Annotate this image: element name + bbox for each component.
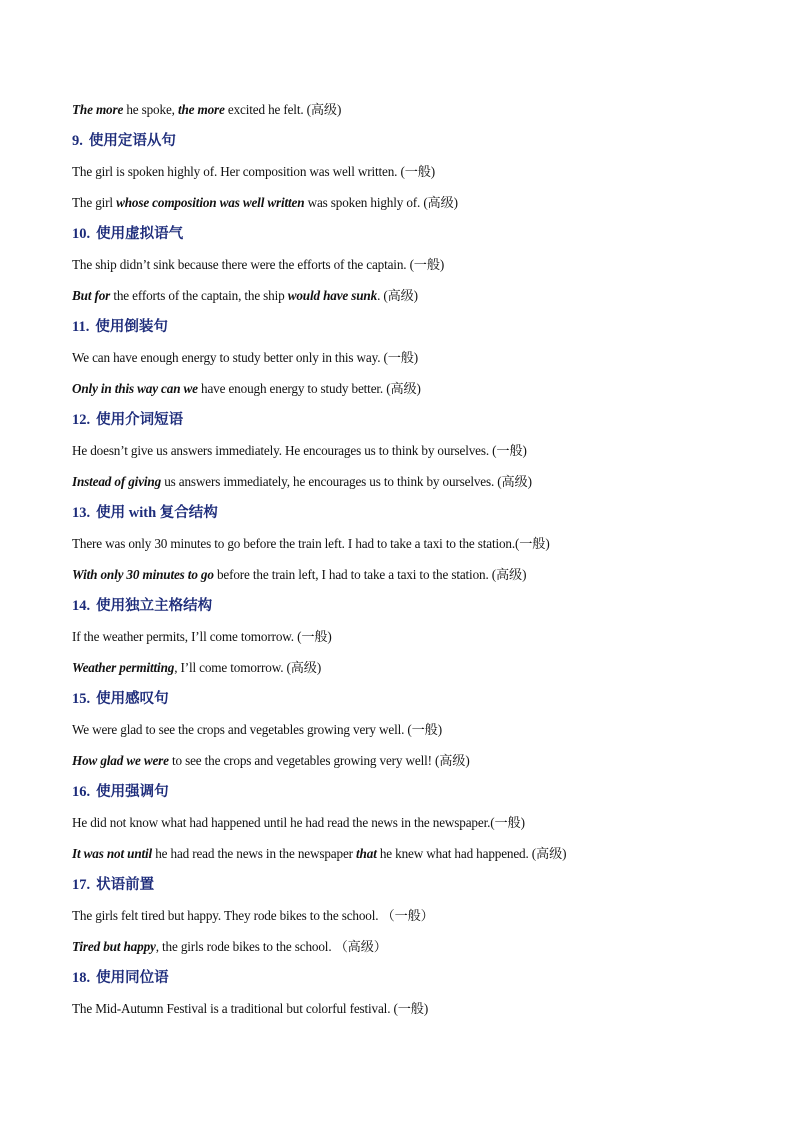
level-tag-general: (一般) (400, 164, 436, 179)
emphasis-text: Weather permitting (72, 660, 175, 675)
sentence-text: The girl is spoken highly of. Her composition was well written. (72, 164, 401, 179)
section-number: 18. (72, 970, 91, 986)
sentence-text: excited he felt. (224, 102, 307, 117)
section-title: 使用 with 复合结构 (96, 505, 218, 521)
sentence-text: , the girls rode bikes to the school. (155, 939, 335, 954)
sentence-text: he had read the news in the newspaper (152, 846, 357, 861)
section-heading-15 (72, 689, 732, 709)
level-tag-general: (一般) (383, 350, 419, 365)
example-advanced-9 (72, 193, 732, 213)
level-tag-general: (一般) (297, 629, 332, 644)
example-general-11 (72, 348, 732, 368)
sentence-text: . (377, 288, 384, 303)
emphasis-text: the more (177, 102, 225, 117)
sentence-text: The Mid-Autumn Festival is a traditional but colorful festival. (72, 1001, 394, 1016)
emphasis-text: Tired but happy (72, 939, 156, 954)
section-heading-13 (72, 503, 732, 523)
level-tag-general: (一般) (407, 722, 442, 737)
section-number: 14. (72, 598, 91, 614)
emphasis-text: would have sunk (287, 288, 378, 303)
sentence-text: If the weather permits, I’ll come tomorrow. (72, 629, 298, 644)
level-tag-general: (一般) (490, 815, 525, 830)
emphasis-text: whose composition was well written (116, 195, 305, 210)
example-general-16 (72, 813, 732, 833)
sentence-text: to see the crops and vegetables growing very well! (168, 753, 435, 768)
sentence-text: he knew what had happened. (376, 846, 532, 861)
sentence-text: The girls felt tired but happy. They rode bikes to the school. (72, 908, 382, 923)
section-heading-12 (72, 410, 732, 430)
section-heading-11 (72, 317, 732, 337)
example-general-12 (72, 441, 732, 461)
example-advanced-11 (72, 379, 732, 399)
level-tag-advanced: (高级) (383, 288, 418, 303)
section-number: 9. (72, 133, 83, 149)
example-general-10 (72, 255, 732, 275)
example-advanced-15 (72, 751, 732, 771)
section-number: 11. (72, 319, 90, 335)
emphasis-text: It was not until (72, 846, 153, 861)
example-general-13 (72, 534, 732, 554)
section-title: 使用感叹句 (96, 691, 169, 707)
sentence-text: We were glad to see the crops and vegetables growing very well. (72, 722, 408, 737)
level-tag-general: (一般) (409, 257, 445, 272)
section-title: 使用定语从句 (88, 133, 176, 149)
example-advanced-14 (72, 658, 732, 678)
section-number: 15. (72, 691, 91, 707)
level-tag-general: (一般) (393, 1001, 429, 1016)
sentence-text: The girl (72, 195, 117, 210)
sentence-text: before the train left, I had to take a taxi to the station. (213, 567, 492, 582)
emphasis-text: Only in this way can we (72, 381, 198, 396)
section-heading-18 (72, 968, 732, 988)
emphasis-text: How glad we were (72, 753, 169, 768)
section-heading-14 (72, 596, 732, 616)
sentence-text: The ship didn’t sink because there were the efforts of the captain. (72, 257, 410, 272)
sentence-text: he spoke, (123, 102, 178, 117)
example-general-14 (72, 627, 732, 647)
section-number: 10. (72, 226, 91, 242)
example-advanced-8 (72, 100, 732, 120)
emphasis-text: Instead of giving (72, 474, 162, 489)
section-title: 状语前置 (96, 877, 155, 893)
level-tag-advanced: （高级） (334, 939, 387, 954)
section-heading-10 (72, 224, 732, 244)
example-general-17 (72, 906, 732, 926)
example-advanced-12 (72, 472, 732, 492)
section-title: 使用独立主格结构 (96, 598, 213, 614)
sentence-text: He doesn’t give us answers immediately. He encourages us to think by ourselves. (72, 443, 493, 458)
section-number: 13. (72, 505, 91, 521)
section-title: 使用虚拟语气 (96, 226, 184, 242)
level-tag-general: (一般) (515, 536, 550, 551)
level-tag-advanced: (高级) (286, 660, 322, 675)
sentence-text: have enough energy to study better. (197, 381, 387, 396)
sentence-text: , I’ll come tomorrow. (174, 660, 287, 675)
emphasis-text: But for (72, 288, 111, 303)
level-tag-advanced: (高级) (435, 753, 470, 768)
section-heading-16 (72, 782, 732, 802)
example-advanced-10 (72, 286, 732, 306)
section-heading-9 (72, 131, 732, 151)
level-tag-general: （一般） (381, 908, 434, 923)
section-title: 使用倒装句 (95, 319, 168, 335)
level-tag-advanced: (高级) (423, 195, 458, 210)
example-advanced-16 (72, 844, 732, 864)
example-advanced-13 (72, 565, 732, 585)
level-tag-advanced: (高级) (531, 846, 567, 861)
sentence-text: us answers immediately, he encourages us to think by ourselves. (161, 474, 498, 489)
emphasis-text: The more (72, 102, 124, 117)
section-title: 使用强调句 (96, 784, 169, 800)
emphasis-text: With only 30 minutes to go (72, 567, 214, 582)
section-number: 17. (72, 877, 91, 893)
emphasis-text: that (356, 846, 377, 861)
level-tag-general: (一般) (492, 443, 527, 458)
level-tag-advanced: (高级) (386, 381, 421, 396)
section-number: 12. (72, 412, 91, 428)
section-heading-17 (72, 875, 732, 895)
document-content (72, 100, 732, 1030)
sentence-text: was spoken highly of. (304, 195, 424, 210)
section-number: 16. (72, 784, 91, 800)
sentence-text: We can have enough energy to study better only in this way. (72, 350, 384, 365)
level-tag-advanced: (高级) (497, 474, 532, 489)
section-title: 使用同位语 (96, 970, 169, 986)
sentence-text: There was only 30 minutes to go before the train left. I had to take a taxi to the station. (72, 536, 516, 551)
level-tag-advanced: (高级) (491, 567, 527, 582)
example-advanced-17 (72, 937, 732, 957)
sentence-text: He did not know what had happened until he had read the news in the newspaper. (72, 815, 491, 830)
example-general-15 (72, 720, 732, 740)
example-general-18 (72, 999, 732, 1019)
section-title: 使用介词短语 (96, 412, 184, 428)
sentence-text: the efforts of the captain, the ship (110, 288, 288, 303)
example-general-9 (72, 162, 732, 182)
level-tag-advanced: (高级) (306, 102, 342, 117)
